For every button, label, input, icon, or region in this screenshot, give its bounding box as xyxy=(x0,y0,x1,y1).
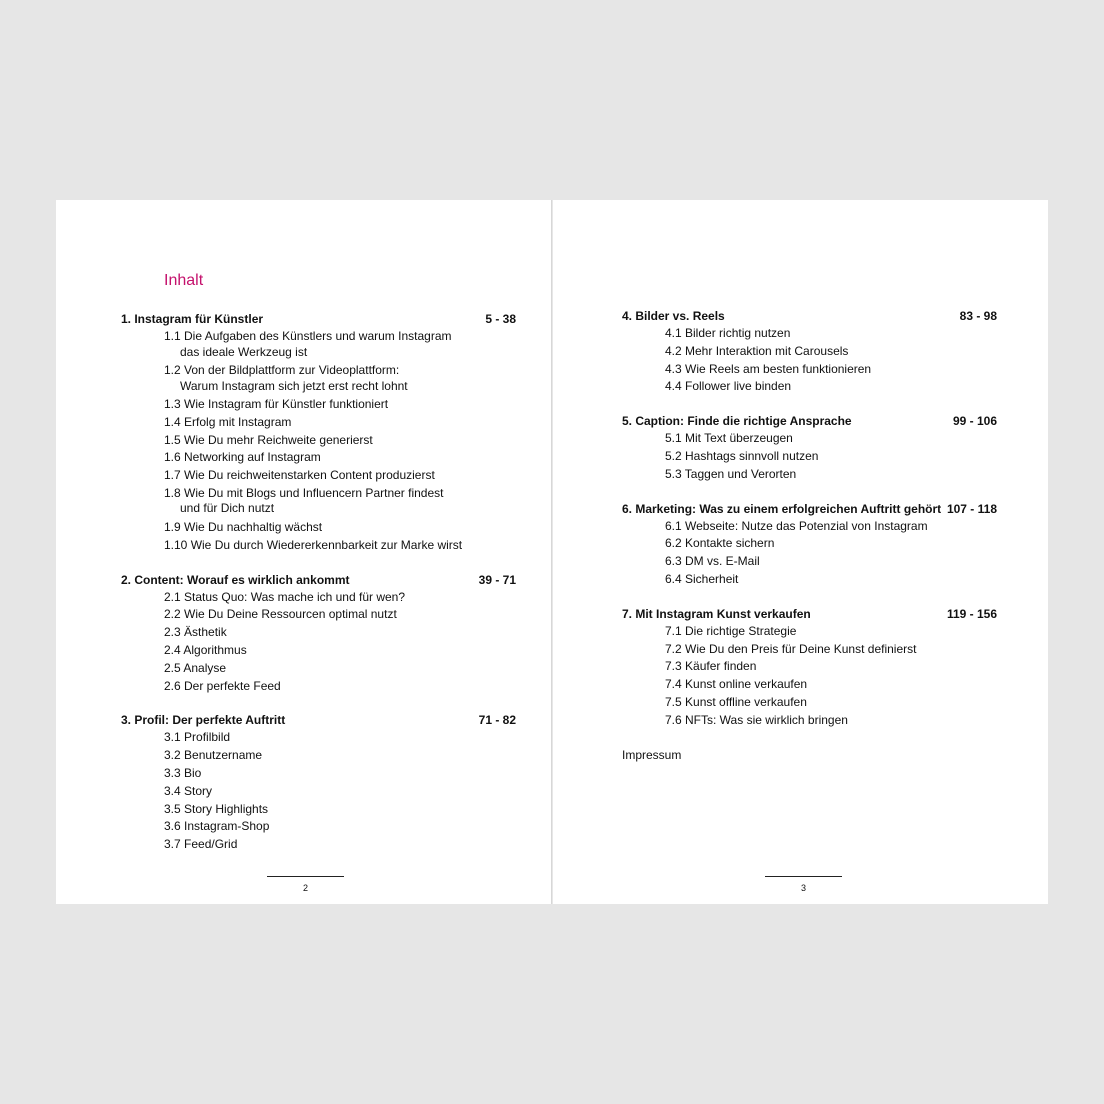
section-title: 5. Caption: Finde die richtige Ansprache xyxy=(622,414,852,429)
section-heading xyxy=(121,571,516,589)
section-page-range: 107 - 118 xyxy=(946,501,997,516)
subsection-entry: 1.6 Networking auf Instagram xyxy=(164,450,321,465)
subsection-line-continued: Warum Instagram sich jetzt erst recht lohnt xyxy=(180,378,408,393)
subsection-entry: 7.6 NFTs: Was sie wirklich bringen xyxy=(665,712,848,727)
subsection-entry: 5.3 Taggen und Verorten xyxy=(665,466,797,481)
subsection-entry: 1.4 Erfolg mit Instagram xyxy=(164,414,292,429)
subsection-entry: 6.3 DM vs. E-Mail xyxy=(665,554,760,569)
section-page-range: 99 - 106 xyxy=(952,414,997,429)
toc-section xyxy=(121,310,516,555)
right-page xyxy=(553,200,1048,904)
subsection-list xyxy=(622,623,997,730)
section-page-range: 83 - 98 xyxy=(959,309,997,323)
section-title: 2. Content: Worauf es wirklich ankommt xyxy=(121,572,350,587)
subsection-entry: 1.7 Wie Du reichweitenstarken Content produzierst xyxy=(164,468,435,483)
subsection-entry: 6.1 Webseite: Nutze das Potenzial von Instagram xyxy=(665,518,928,533)
section-page-range: 5 - 38 xyxy=(485,312,516,326)
subsection-entry: 7.3 Käufer finden xyxy=(665,659,757,674)
subsection-entry: 6.2 Kontakte sichern xyxy=(665,536,775,551)
subsection-list xyxy=(622,430,997,483)
subsection-entry xyxy=(164,362,516,396)
subsection-entry: 5.1 Mit Text überzeugen xyxy=(665,431,793,446)
subsection-entry xyxy=(164,328,516,362)
toc-section xyxy=(622,500,997,589)
section-heading xyxy=(121,711,516,729)
toc-heading: Inhalt xyxy=(164,272,204,289)
section-title: 6. Marketing: Was zu einem erfolgreichen Auftritt gehört xyxy=(622,501,942,516)
subsection-entry xyxy=(164,485,516,519)
subsection-entry: 1.9 Wie Du nachhaltig wächst xyxy=(164,519,323,534)
subsection-entry: 1.3 Wie Instagram für Künstler funktioniert xyxy=(164,397,389,411)
subsection-entry: 4.3 Wie Reels am besten funktionieren xyxy=(665,361,872,376)
section-title: 7. Mit Instagram Kunst verkaufen xyxy=(622,606,811,621)
subsection-list xyxy=(121,729,516,854)
subsection-entry: 3.5 Story Highlights xyxy=(164,801,269,816)
folio-rule-left xyxy=(267,876,344,877)
subsection-entry: 5.2 Hashtags sinnvoll nutzen xyxy=(665,448,819,463)
toc-section xyxy=(622,412,997,483)
subsection-list xyxy=(121,328,516,555)
subsection-line: 1.8 Wie Du mit Blogs und Influencern Partner findest xyxy=(164,485,444,500)
section-title: 4. Bilder vs. Reels xyxy=(622,309,725,323)
toc-entry-impressum: Impressum xyxy=(622,747,682,762)
section-page-range: 71 - 82 xyxy=(478,713,516,728)
section-page-range: 119 - 156 xyxy=(946,606,997,621)
subsection-entry: 2.6 Der perfekte Feed xyxy=(164,678,281,693)
subsection-entry: 3.6 Instagram-Shop xyxy=(164,819,270,834)
folio-rule-right xyxy=(765,876,842,877)
book-spread xyxy=(56,200,1048,904)
toc-closing-section xyxy=(622,746,997,764)
subsection-list xyxy=(622,325,997,396)
section-heading xyxy=(622,307,997,325)
page-number-right: 3 xyxy=(800,883,806,893)
subsection-entry: 3.4 Story xyxy=(164,783,213,798)
subsection-entry: 7.4 Kunst online verkaufen xyxy=(665,677,808,692)
subsection-entry: 4.4 Follower live binden xyxy=(665,379,792,394)
section-heading xyxy=(622,605,997,623)
subsection-list xyxy=(622,518,997,589)
section-heading xyxy=(121,310,516,328)
subsection-line: 1.1 Die Aufgaben des Künstlers und warum Instagram xyxy=(164,329,452,343)
subsection-entry: 2.5 Analyse xyxy=(164,660,227,675)
toc-section xyxy=(121,711,516,854)
section-page-range: 39 - 71 xyxy=(478,572,516,587)
toc-section xyxy=(622,307,997,396)
subsection-entry: 2.2 Wie Du Deine Ressourcen optimal nutzt xyxy=(164,607,397,622)
section-heading xyxy=(622,412,997,430)
subsection-entry: 2.4 Algorithmus xyxy=(164,642,247,657)
subsection-entry: 7.5 Kunst offline verkaufen xyxy=(665,694,807,709)
section-title: 1. Instagram für Künstler xyxy=(121,312,264,326)
subsection-entry: 3.2 Benutzername xyxy=(164,748,263,763)
subsection-entry: 2.1 Status Quo: Was mache ich und für wen? xyxy=(164,589,406,604)
toc-section xyxy=(622,605,997,730)
toc-list-right xyxy=(622,307,997,780)
subsection-entry: 4.2 Mehr Interaktion mit Carousels xyxy=(665,343,849,358)
subsection-line-continued: das ideale Werkzeug ist xyxy=(180,344,308,359)
toc-list-left xyxy=(121,310,516,870)
subsection-entry: 3.3 Bio xyxy=(164,765,202,780)
subsection-entry: 3.1 Profilbild xyxy=(164,730,231,745)
subsection-entry: 7.2 Wie Du den Preis für Deine Kunst definierst xyxy=(665,641,917,656)
subsection-entry: 6.4 Sicherheit xyxy=(665,571,739,586)
subsection-list xyxy=(121,589,516,696)
page-number-left: 2 xyxy=(302,883,308,893)
subsection-entry: 7.1 Die richtige Strategie xyxy=(665,623,797,638)
subsection-line-continued: und für Dich nutzt xyxy=(180,501,275,516)
subsection-entry: 1.5 Wie Du mehr Reichweite generierst xyxy=(164,432,373,447)
subsection-entry: 4.1 Bilder richtig nutzen xyxy=(665,326,791,340)
subsection-line: 1.2 Von der Bildplattform zur Videoplattform: xyxy=(164,363,400,377)
subsection-entry: 3.7 Feed/Grid xyxy=(164,837,238,852)
section-heading xyxy=(622,500,997,518)
section-title: 3. Profil: Der perfekte Auftritt xyxy=(121,713,286,728)
subsection-entry: 1.10 Wie Du durch Wiedererkennbarkeit zur Marke wirst xyxy=(164,537,463,552)
toc-section xyxy=(121,571,516,696)
left-page xyxy=(56,200,552,904)
subsection-entry: 2.3 Ästhetik xyxy=(164,625,227,640)
